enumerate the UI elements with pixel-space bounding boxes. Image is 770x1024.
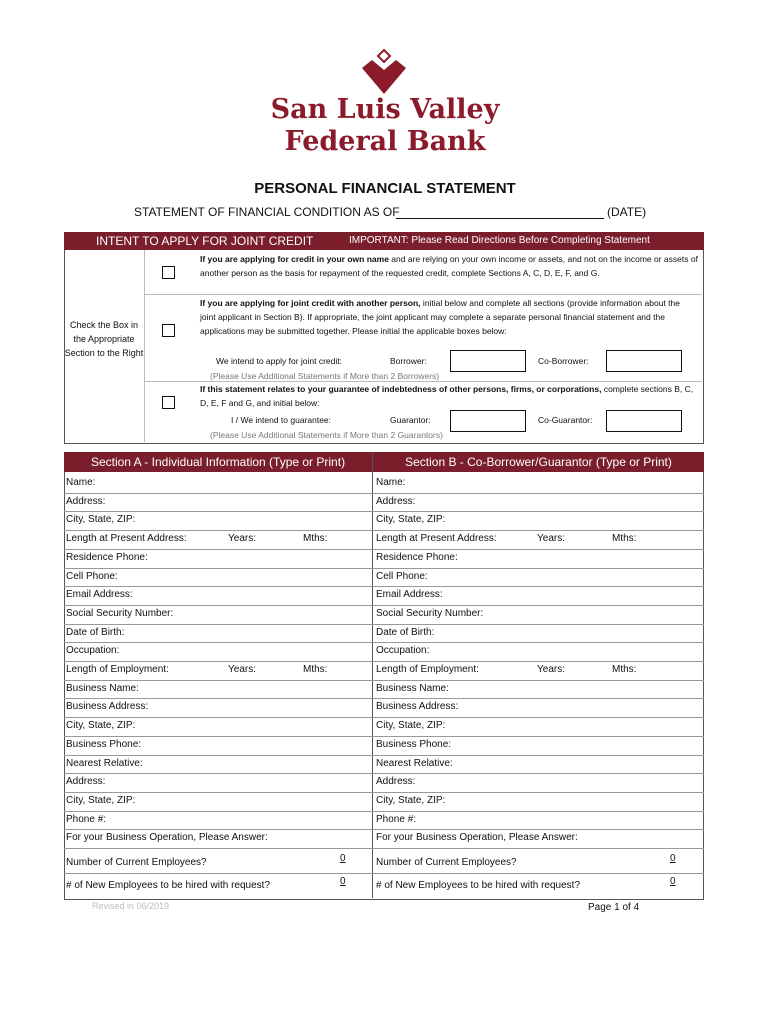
field-label-a[interactable]: Name: [66, 477, 96, 488]
row-divider [64, 549, 704, 550]
own-credit-checkbox[interactable] [162, 266, 175, 279]
field-label-a[interactable]: Business Phone: [66, 738, 142, 750]
option-own-credit-rest: and are relying on your own income or assets, and not on the income or assets of another person as the basis for repayment of the requested credit, complete Sections A, C, D, E, F, and G. [200, 254, 698, 278]
new-employees-label-a: # of New Employees to be hired with request? [66, 880, 270, 891]
check-note: Check the Box in the Appropriate Section to the Right [64, 320, 144, 358]
field-label-a[interactable]: Length of Employment: [66, 664, 169, 675]
field-label-a[interactable]: Length at Present Address: [66, 533, 187, 545]
row-divider [64, 792, 704, 793]
column-divider [372, 452, 373, 898]
years-label-b[interactable]: Years: [537, 533, 565, 545]
years-label-a[interactable]: Years: [228, 533, 256, 545]
section-a-header: Section A - Individual Information (Type or Print) [64, 452, 372, 472]
co-borrower-initial-field[interactable] [606, 350, 682, 372]
row-divider [64, 568, 704, 569]
bank-name-line1: San Luis Valley [270, 94, 500, 125]
current-employees-label-b: Number of Current Employees? [376, 857, 517, 868]
revised-date: Revised in 06/2019 [92, 901, 170, 911]
months-label-a[interactable]: Mths: [303, 533, 328, 545]
date-field[interactable] [396, 218, 604, 219]
option-own-credit-text [200, 252, 700, 280]
months-label-b[interactable]: Mths: [612, 533, 637, 545]
row-divider [64, 511, 704, 512]
option-joint-credit-text [200, 296, 690, 338]
field-label-a[interactable]: City, State, ZIP: [66, 720, 136, 732]
new-employees-value-b[interactable]: 0 [670, 876, 676, 887]
intent-header [64, 232, 704, 250]
co-guarantor-label: Co-Guarantor: [538, 415, 593, 425]
option-guarantee-bold: If this statement relates to your guarantee of indebtedness of other persons, firms, or corporations, [200, 384, 602, 394]
row-divider [64, 530, 704, 531]
option-guarantee-rest: complete sections B, C, D, E, F and G, and initial below: [200, 384, 694, 408]
row-divider [64, 848, 704, 849]
field-label-a[interactable]: Social Security Number: [66, 607, 174, 619]
intent-header-important: IMPORTANT: Please Read Directions Before Completing Statement [349, 235, 650, 246]
guarantee-intend-label: I / We intend to guarantee: [231, 415, 332, 425]
guarantor-label: Guarantor: [390, 415, 431, 425]
field-label-a[interactable]: Nearest Relative: [66, 757, 143, 769]
field-label-b[interactable]: City, State, ZIP: [376, 514, 446, 526]
date-label: (DATE) [607, 205, 647, 219]
statement-subtitle: STATEMENT OF FINANCIAL CONDITION AS OF [134, 205, 400, 219]
field-label-b[interactable]: Business Phone: [376, 738, 452, 750]
field-label-b[interactable]: Address: [376, 495, 416, 507]
option-guarantee-text [200, 382, 700, 410]
row-divider [64, 605, 704, 606]
row-divider [64, 661, 704, 662]
option-own-credit-bold: If you are applying for credit in your own name [200, 254, 389, 264]
field-label-b[interactable]: Length of Employment: [376, 664, 479, 675]
intent-divider [144, 294, 702, 295]
years-label-b[interactable]: Years: [537, 664, 565, 675]
option-joint-credit-rest: initial below and complete all sections (provide information about the joint applicant in Section B). If appropriate, the joint applicant may complete a separate personal financial statement and the applications may be submitted together. Please initial the applicable boxes below: [200, 298, 680, 336]
intent-header-title: INTENT TO APPLY FOR JOINT CREDIT [96, 234, 314, 248]
option-joint-credit-bold: If you are applying for joint credit with another person, [200, 298, 421, 308]
field-label-b[interactable]: Cell Phone: [376, 570, 428, 582]
field-label-b[interactable]: Length at Present Address: [376, 533, 497, 545]
row-divider [64, 642, 704, 643]
row-divider [64, 773, 704, 774]
current-employees-label-a: Number of Current Employees? [66, 857, 207, 868]
co-borrower-label: Co-Borrower: [538, 356, 589, 366]
months-label-a[interactable]: Mths: [303, 664, 328, 675]
years-label-a[interactable]: Years: [228, 664, 256, 675]
new-employees-value-a[interactable]: 0 [340, 876, 346, 887]
field-label-a[interactable]: Occupation: [66, 645, 120, 657]
field-label-a[interactable]: Email Address: [66, 589, 133, 601]
field-label-b[interactable]: City, State, ZIP: [376, 720, 446, 732]
new-employees-label-b: # of New Employees to be hired with request? [376, 880, 580, 891]
field-label-a[interactable]: Address: [66, 495, 106, 507]
current-employees-value-a[interactable]: 0 [340, 853, 346, 864]
field-label-a[interactable]: City, State, ZIP: [66, 794, 136, 806]
row-divider [64, 586, 704, 587]
field-label-b[interactable]: Residence Phone: [376, 551, 458, 563]
field-label-b[interactable]: Phone #: [376, 813, 417, 825]
field-label-b[interactable]: Nearest Relative: [376, 757, 453, 769]
field-label-b[interactable]: Occupation: [376, 645, 430, 657]
field-label-a[interactable]: City, State, ZIP: [66, 514, 136, 526]
row-divider [64, 624, 704, 625]
row-divider [64, 811, 704, 812]
field-label-a[interactable]: Cell Phone: [66, 570, 118, 582]
borrower-label: Borrower: [390, 356, 427, 366]
months-label-b[interactable]: Mths: [612, 664, 637, 675]
field-label-b[interactable]: Business Address: [376, 701, 459, 713]
field-label-b[interactable]: Name: [376, 477, 406, 488]
field-label-b[interactable]: Business Name: [376, 682, 449, 694]
field-label-b[interactable]: Date of Birth: [376, 626, 435, 638]
field-label-b[interactable]: City, State, ZIP: [376, 794, 446, 806]
row-divider [64, 829, 704, 830]
joint-credit-checkbox[interactable] [162, 324, 175, 337]
field-label-a[interactable]: Date of Birth: [66, 626, 125, 638]
row-divider [64, 736, 704, 737]
field-label-b[interactable]: For your Business Operation, Please Answer: [376, 832, 578, 844]
bank-logo-icon [360, 48, 408, 96]
bank-name-line2: Federal Bank [284, 126, 486, 157]
page-number: Page 1 of 4 [588, 902, 640, 913]
borrower-note: (Please Use Additional Statements if More than 2 Borrowers) [210, 371, 440, 381]
field-label-a[interactable]: Business Name: [66, 682, 139, 694]
field-label-a[interactable]: Address: [66, 776, 106, 788]
field-label-b[interactable]: Email Address: [376, 589, 443, 601]
co-guarantor-initial-field[interactable] [606, 410, 682, 432]
field-label-a[interactable]: For your Business Operation, Please Answer: [66, 832, 268, 844]
borrower-initial-field[interactable] [450, 350, 526, 372]
page-title: PERSONAL FINANCIAL STATEMENT [254, 180, 516, 197]
joint-intend-label: We intend to apply for joint credit: [216, 356, 342, 366]
row-divider [64, 698, 704, 699]
guarantor-initial-field[interactable] [450, 410, 526, 432]
section-b-header: Section B - Co-Borrower/Guarantor (Type or Print) [373, 452, 704, 472]
row-divider [64, 493, 704, 494]
field-label-b[interactable]: Address: [376, 776, 416, 788]
field-label-a[interactable]: Residence Phone: [66, 551, 148, 563]
row-divider [64, 755, 704, 756]
field-label-b[interactable]: Social Security Number: [376, 607, 484, 619]
guarantor-note: (Please Use Additional Statements if More than 2 Guarantors) [210, 430, 443, 440]
row-divider [64, 873, 704, 874]
row-divider [64, 680, 704, 681]
current-employees-value-b[interactable]: 0 [670, 853, 676, 864]
row-divider [64, 717, 704, 718]
field-label-a[interactable]: Phone #: [66, 813, 107, 825]
field-label-a[interactable]: Business Address: [66, 701, 149, 713]
guarantee-checkbox[interactable] [162, 396, 175, 409]
